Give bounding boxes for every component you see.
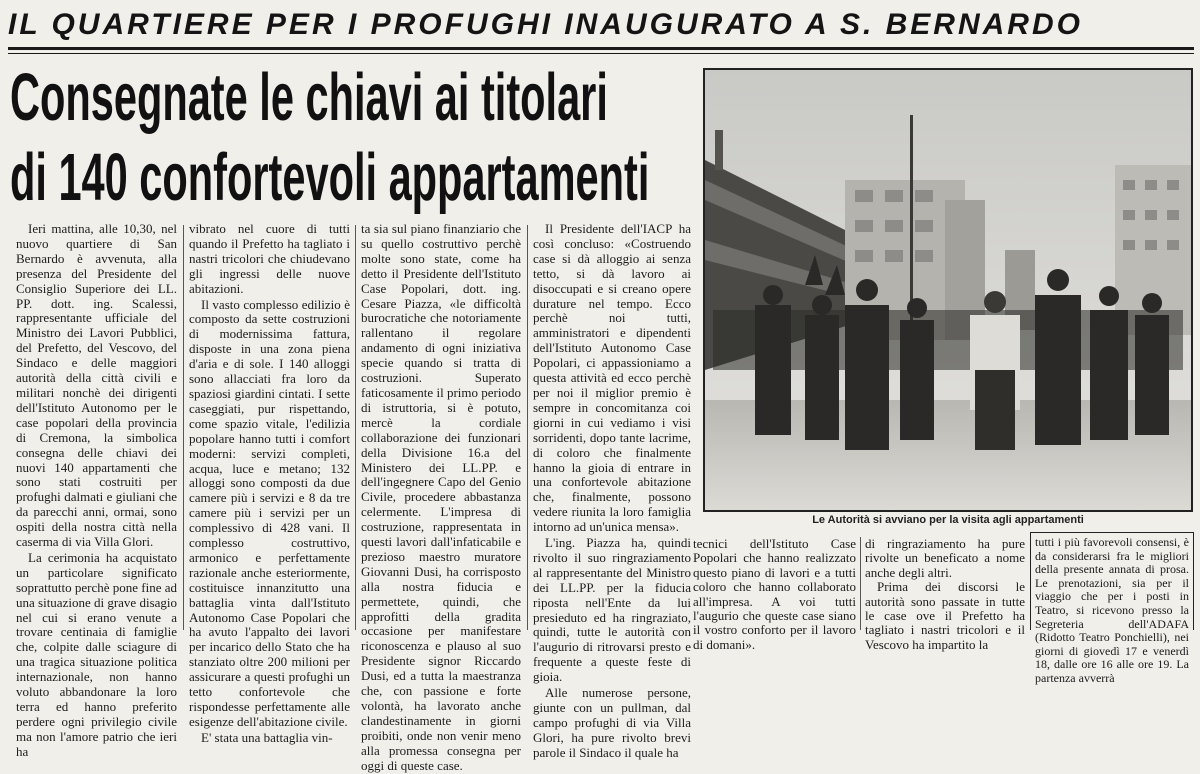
headline-line-2: di 140 confortevoli appartamenti — [10, 140, 650, 215]
bottom-column-2-paragraph-1: di ringraziamento ha pure rivolte un beneficato a nome anche degli altri. — [865, 536, 1025, 580]
headline-line-1: Consegnate le chiavi ai titolari — [10, 60, 608, 135]
article-column-1 — [16, 221, 178, 759]
column-1-paragraph-1: Ieri mattina, alle 10,30, nel nuovo quartiere di San Bernardo è avvenuta, alla presenza del Presidente del Consiglio Superiore dei LL. PP. dott. ing. Scalessi, rappresentante ufficiale del Ministro dei Lavori Pubblici, del Prefetto, del Vescovo, del Sindaco e delle maggiori autorità della città civili e militari nonchè dei dirigenti dell'Istituto Autonomo per le case popolari della provincia di Cremona, la simbolica consegna delle chiavi dei nuovi 140 appartamenti che sono stati costruiti per profughi dalmati e giuliani che da parecchi anni, ormai, sono ospiti della nostra città nella caserma di via Villa Glori. — [16, 221, 177, 550]
column-3-paragraph-1: ta sia sul piano finanziario che su quello costruttivo perchè molte sono state, come ha detto il Presidente dell'Istituto Case Popolari, dott. ing. Cesare Piazza, «le difficoltà burocratiche che notoriamente rallentano il regolare andamento di ogni iniziativa specie quando si tratta di costruzioni. Superato faticosamente il primo periodo di istruttoria, si è potuto, mercè la cordiale collaborazione dei funzionari della Divisione 16.a del Ministero dei LL.PP. e dell'ingegnere Capo del Genio Civile, procedere abbastanza celermente. L'impresa di costruzione, rappresentata in questi lavori dall'infaticabile e prezioso maestro muratore Giovanni Dusi, ha corrisposto alla nostra fiducia e permettete, quindi, che approfitti della gradita occasione per manifestare riconoscenza e plauso al suo Presidente signor Riccardo Dusi, ed a tutta la maestranza che, con passione e forte volontà, ha lavorato anche clandestinamente in giorni proibiti, onde non venir meno alla promessa consegna per oggi di queste case. — [361, 221, 521, 773]
bottom-column-1-text: tecnici dell'Istituto Case Popolari che hanno realizzato questo piano di lavori e a tutti coloro che hanno collaborato all'impresa. A voi tutti l'augurio che queste case siano il vostro conforto per il lavoro di domani». — [693, 536, 856, 652]
column-2-paragraph-2: Il vasto complesso edilizio è composto da sette costruzioni di modernissima fattura, disposte in una zona piena d'aria e di sole. I 140 alloggi sono allacciati fra loro da spaziosi giardini cintati. I sette caseggiati, pur rispettando, come spazio vitale, l'edilizia popolare hanno tutti i comfort moderni: servizi completi, acqua, luce e metano; 132 alloggi sono composti da due camere più i servizi e 8 da tre camere più i servizi per un complessivo di 428 vani. Il complesso costruttivo, armonico e perfettamente razionale anche esteriormente, costituisce innanzitutto una battaglia vinta dall'Istituto Autonomo Case Popolari che ha avuto l'appalto dei lavori per incarico dello Stato che ha stanziato oltre 200 milioni per assicurare a questi profughi un tetto confortevole che rispondesse perfettamente alle esigenze dell'abitazione civile. — [189, 296, 350, 729]
bottom-column-2-paragraph-2: Prima dei discorsi le autorità sono passate in tutte le case ove il Prefetto ha tagliato i nastri tricolori e il Vescovo ha impartito la — [865, 579, 1025, 652]
article-column-4 — [533, 221, 691, 760]
column-divider — [355, 225, 356, 630]
column-4-paragraph-1: Il Presidente dell'IACP ha così concluso: «Costruendo case si dà alloggio ai senza tetto, si dà lavoro ai disoccupati e si creano opere durature nel tempo. Ecco perchè noi tutti, amministratori e dipendenti dell'Istituto Autonomo Case Popolari, ci appassioniamo a questa attività ed ecco perchè per noi il miglior premio è sempre in concomitanza coi giorni in cui vediamo i visi sorridenti, dopo tante lacrime, di coloro che finalmente hanno la gioia di entrare in una confortevole abitazione che, finalmente, possono vedere riunita la loro famiglia intorno ad un'unica mensa». — [533, 221, 691, 535]
column-2-paragraph-1: vibrato nel cuore di tutti quando il Prefetto ha tagliato i nastri tricolori che chiudevano gli ingressi delle nuove abitazioni. — [189, 221, 350, 296]
column-divider — [527, 225, 528, 630]
photo-illustration — [705, 70, 1191, 510]
column-4-paragraph-2: L'ing. Piazza ha, quindi rivolto il suo ringraziamento al rappresentante del Ministro dei LL.PP. per la fiducia riposta nell'Ente da lui presieduto ed ha ringraziato, quindi, tutte le autorità con l'augurio di ritrovarsi presto e frequente a queste feste di gioia. — [533, 535, 691, 685]
bottom-column-2 — [865, 536, 1025, 652]
photo-caption: Le Autorità si avviano per la visita agli appartamenti — [812, 514, 1084, 526]
kicker-headline: IL QUARTIERE PER I PROFUGHI INAUGURATO A S. BERNARDO — [8, 8, 1083, 41]
headline-rule — [8, 53, 1194, 54]
column-divider — [860, 537, 861, 630]
boxed-notice — [1030, 532, 1194, 685]
column-1-paragraph-2: La cerimonia ha acquistato un particolare significato soprattutto perchè pone fine ad una situazione di grave disagio nel cui si erano venute a trovare centinaia di famiglie che, colpite dalle sciagure di una tragica situazione politica internazionale, non hanno voluto abbandonare la loro terra ed hanno preferito perdere ogni privilegio civile ma non l'amore patrio che ieri ha — [16, 549, 178, 759]
column-4-paragraph-3: Alle numerose persone, giunte con un pullman, dal campo profughi di via Villa Glori, ha pure rivolto brevi parole il Sindaco il quale ha — [533, 685, 691, 760]
top-rule — [8, 47, 1194, 50]
article-column-3 — [361, 221, 521, 773]
main-headline — [10, 58, 650, 218]
column-2-paragraph-3: E' stata una battaglia vin- — [201, 729, 333, 745]
bottom-column-1 — [693, 536, 856, 652]
boxed-notice-text: tutti i più favorevoli consensi, è da considerarsi fra le migliori della presente annata di prosa. Le prenotazioni, sia per il viaggio che per i posti in Teatro, si ricevono presso la Segreteria dell'ADAFA (Ridotto Teatro Ponchielli), nei giorni di giovedì 17 e venerdì 18, dalle ore 16 alle ore 19. La partenza avverrà — [1035, 535, 1189, 685]
article-column-2 — [189, 221, 350, 745]
news-photo — [703, 68, 1193, 512]
column-divider — [183, 225, 184, 630]
